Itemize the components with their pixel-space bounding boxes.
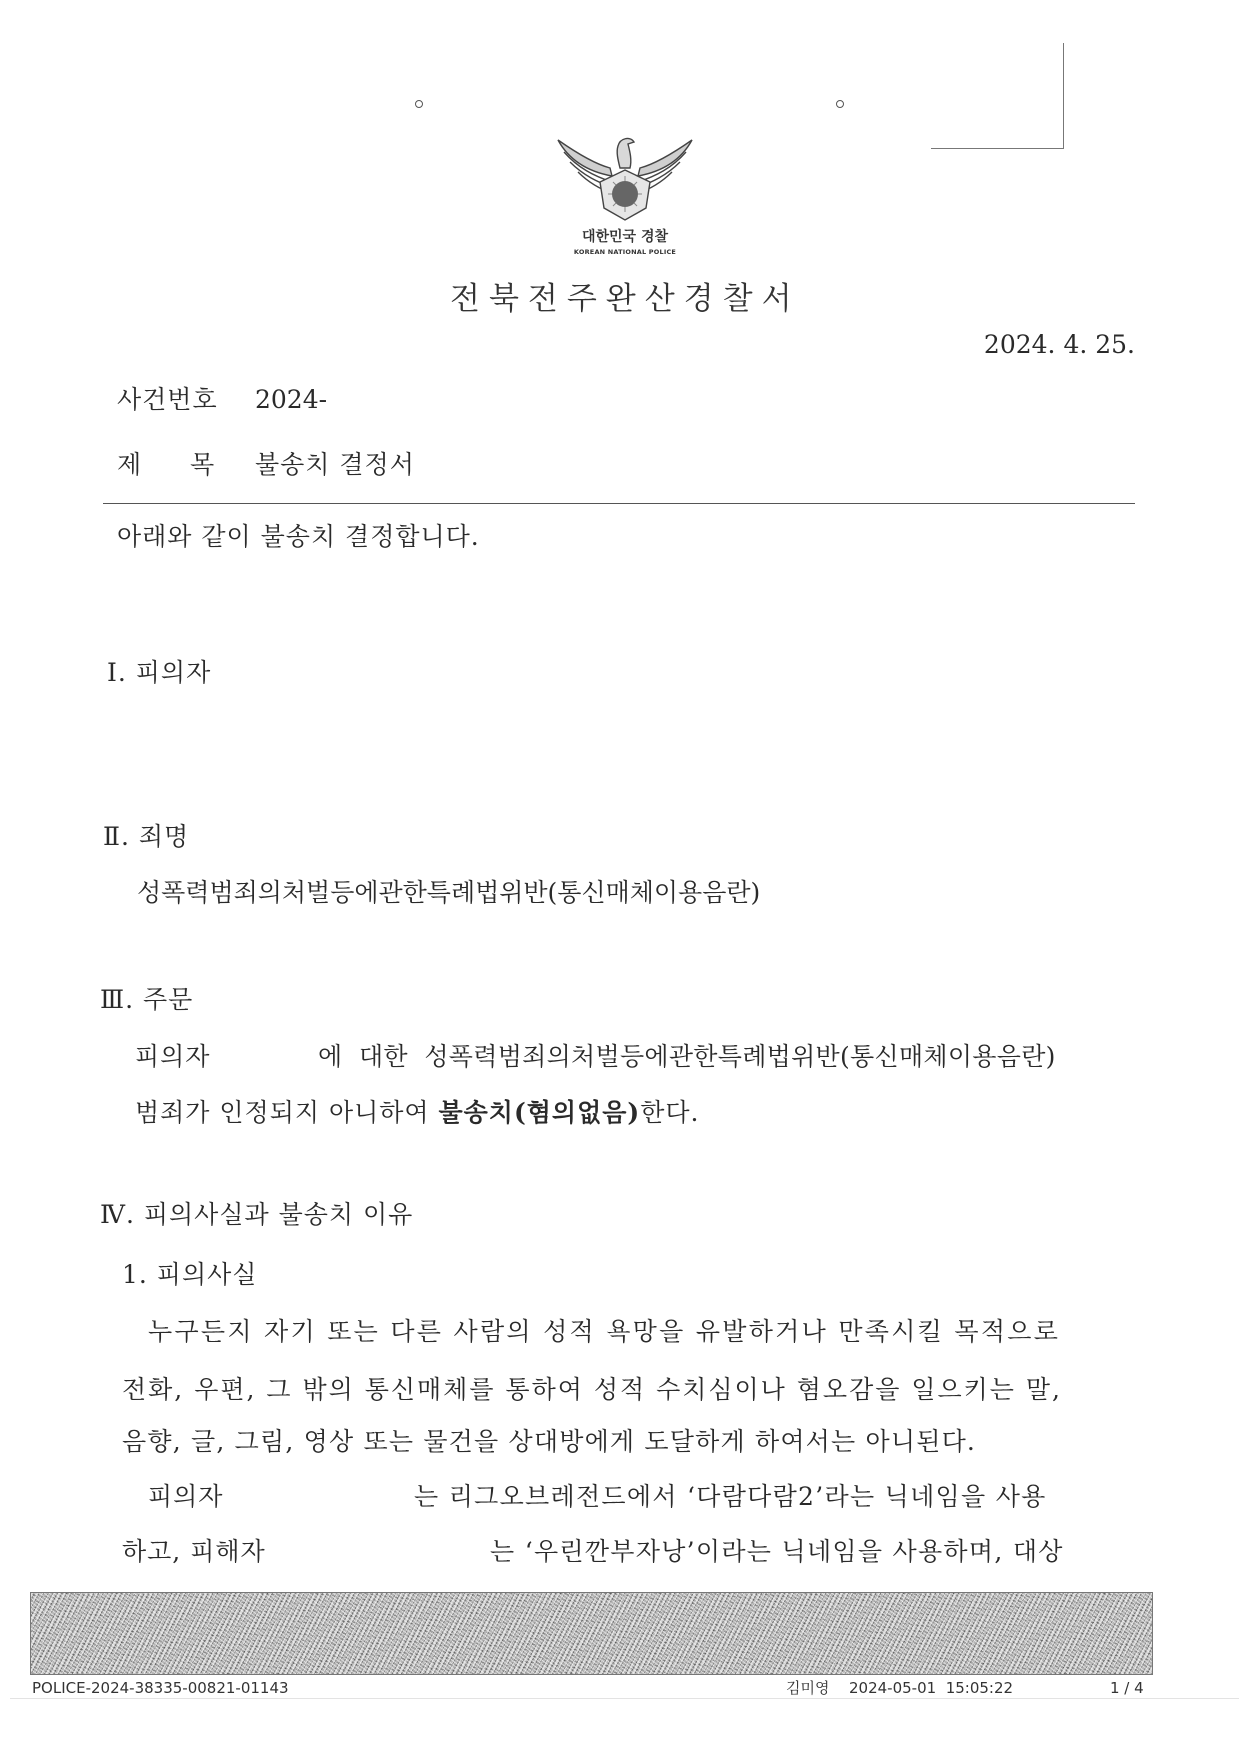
facts-subheading: 1. 피의사실 <box>122 1260 258 1289</box>
facts-line-2: 전화, 우편, 그 밖의 통신매체를 통하여 성적 수치심이나 혐오감을 일으키는 말, <box>122 1375 1062 1404</box>
facts-line-1: 누구든지 자기 또는 다른 사람의 성적 욕망을 유발하거나 만족시킬 목적으로 <box>148 1317 1061 1346</box>
order-line-1: 에 대한 성폭력범죄의처벌등에관한특례법위반(통신매체이용음란) <box>318 1042 1056 1071</box>
punch-hole-right <box>836 100 844 108</box>
subject-label-1: 제 <box>117 450 143 479</box>
footer-printed-by: 김미영 <box>786 1679 830 1697</box>
footer-document-id: POLICE-2024-38335-00821-01143 <box>32 1679 289 1697</box>
case-number-label: 사건번호 <box>117 385 218 414</box>
section-facts-heading: Ⅳ. 피의사실과 불송치 이유 <box>100 1200 414 1229</box>
order-suspect-label: 피의자 <box>135 1042 211 1071</box>
facts-victim-label: 하고, 피해자 <box>122 1537 266 1566</box>
facts-suspect-label: 피의자 <box>148 1482 224 1511</box>
case-number-value: 2024- <box>255 385 328 414</box>
subject-value: 불송치 결정서 <box>255 450 415 479</box>
security-pattern-band <box>30 1592 1153 1675</box>
eagle-emblem-icon <box>550 132 700 222</box>
order-line-2 <box>135 1098 699 1128</box>
order-disposition: 불송치(혐의없음) <box>438 1098 641 1127</box>
facts-line-3: 음향, 글, 그림, 영상 또는 물건을 상대방에게 도달하게 하여서는 아니된다. <box>122 1427 977 1456</box>
footer-rule <box>10 1698 1239 1699</box>
section-charge-heading: Ⅱ. 죄명 <box>103 822 190 851</box>
facts-line-5: 는 ‘우린깐부자낭’이라는 닉네임을 사용하며, 대상 <box>490 1537 1064 1566</box>
punch-hole-left <box>415 100 423 108</box>
charge-text: 성폭력범죄의처벌등에관한특례법위반(통신매체이용음란) <box>137 878 761 907</box>
facts-line-4: 는 리그오브레전드에서 ‘다람다람2’라는 닉네임을 사용 <box>414 1482 1047 1511</box>
emblem-label-korean: 대한민국 경찰 <box>581 229 669 245</box>
emblem-label-english: KOREAN NATIONAL POLICE <box>573 248 677 256</box>
order-line-2-lead: 범죄가 인정되지 아니하여 <box>135 1098 439 1127</box>
subject-label-2: 목 <box>190 450 216 479</box>
footer-printed-at: 2024-05-01 15:05:22 <box>849 1679 1014 1697</box>
corner-mark-horizontal <box>931 148 1064 149</box>
order-line-2-tail: 한다. <box>640 1098 700 1127</box>
footer-page-number: 1 / 4 <box>1110 1679 1144 1697</box>
intro-text: 아래와 같이 불송치 결정합니다. <box>117 522 480 551</box>
corner-mark-vertical <box>1063 43 1064 149</box>
police-emblem <box>550 132 700 262</box>
section-order-heading: Ⅲ. 주문 <box>100 985 194 1014</box>
document-date: 2024. 4. 25. <box>983 330 1135 359</box>
section-suspect-heading: Ⅰ. 피의자 <box>107 658 212 687</box>
header-divider <box>103 503 1135 504</box>
organization-title: 전북전주완산경찰서 <box>450 281 801 317</box>
